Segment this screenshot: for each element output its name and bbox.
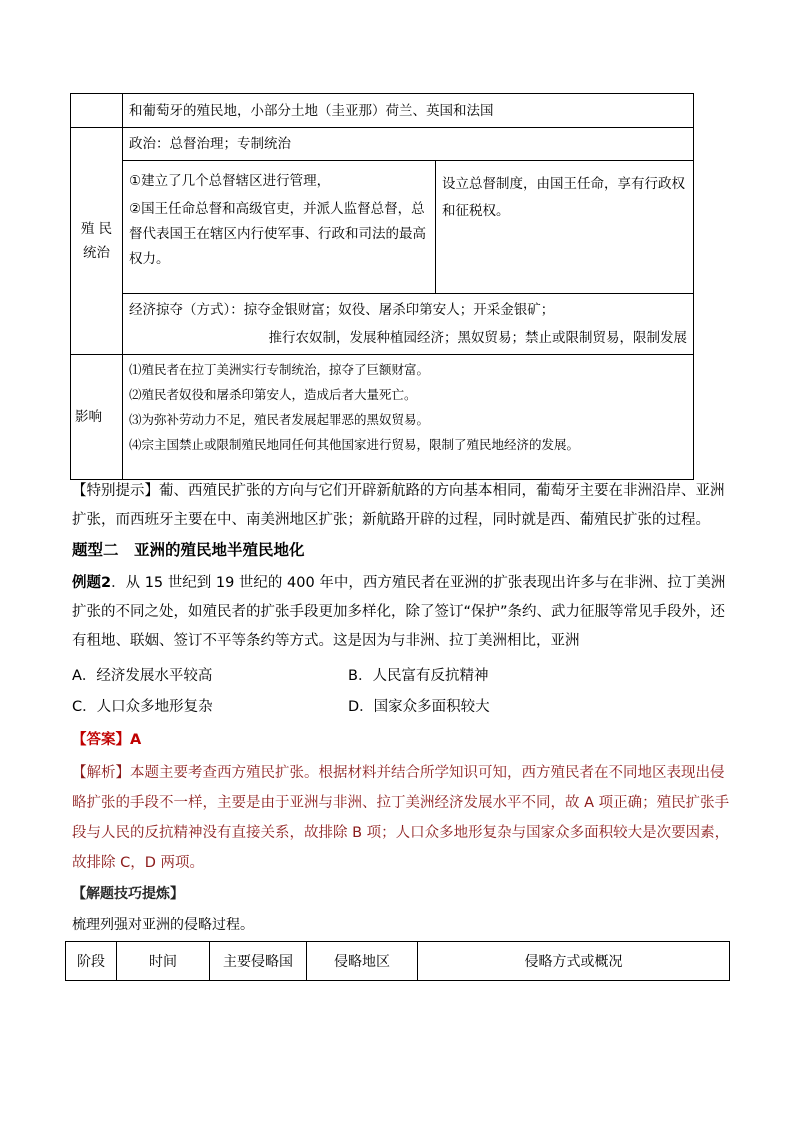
option-d: D．国家众多面积较大 [348, 699, 490, 715]
politics-left-item-1: ①建立了几个总督辖区进行管理， [129, 173, 331, 189]
header-main-invader: 主要侵略国 [210, 942, 307, 981]
header-stage: 阶段 [66, 942, 117, 981]
impact-label: 影响 [71, 355, 123, 480]
empty-label-cell [71, 94, 123, 128]
economy-line-1: 经济掠夺（方式）：掠夺金银财富；奴役、屠杀印第安人；开采金银矿； [129, 302, 555, 318]
asia-invasion-table [65, 941, 730, 981]
special-tip: 【特别提示】葡、西殖民扩张的方向与它们开辟新航路的方向基本相同，葡萄牙主要在非洲沿岸、亚洲扩张，而西班牙主要在中、南美洲地区扩张；新航路开辟的过程，同时就是西、葡殖民扩张的过程。 [72, 483, 725, 528]
answer: 【答案】A [72, 732, 142, 748]
header-invasion-method: 侵略方式或概况 [418, 942, 730, 981]
impact-item-3: ⑶为弥补劳动力不足，殖民者发展起罪恶的黑奴贸易。 [129, 412, 430, 427]
impact-item-2: ⑵殖民者奴役和屠杀印第安人，造成后者大量死亡。 [129, 387, 417, 402]
header-invaded-region: 侵略地区 [307, 942, 418, 981]
politics-left-item-2: ②国王任命总督和高级官吏，并派人监督总督，总督代表国王在辖区内行使军事、行政和司法的最高权力。 [129, 201, 426, 267]
impact-cell [123, 355, 694, 480]
politics-detail-left [123, 161, 436, 294]
economy-cell [123, 294, 694, 355]
colonial-rule-label-line1: 殖 民 [80, 221, 113, 237]
example-text: ．从 15 世纪到 19 世纪的 400 年中，西方殖民者在亚洲的扩张表现出许多与在非洲、拉丁美洲扩张的不同之处，如殖民者的扩张手段更加多样化，除了签订“保护”条约、武力征服等常见手段外，还有租地、联姻、签订不平等条约等方式。这是因为与非洲、拉丁美洲相比，亚洲 [72, 575, 726, 649]
example-label: 例题2 [72, 575, 112, 591]
option-a: A．经济发展水平较高 [72, 668, 213, 684]
impact-item-1: ⑴殖民者在拉丁美洲实行专制统治，掠夺了巨额财富。 [129, 362, 430, 377]
colony-overview-cell: 和葡萄牙的殖民地，小部分土地（圭亚那）荷兰、英国和法国 [123, 94, 694, 128]
impact-item-4: ⑷宗主国禁止或限制殖民地同任何其他国家进行贸易，限制了殖民地经济的发展。 [129, 437, 580, 452]
colonial-rule-label-line2: 统治 [83, 245, 110, 261]
header-time: 时间 [117, 942, 210, 981]
section-title: 题型二 亚洲的殖民地半殖民地化 [72, 540, 305, 559]
option-c: C．人口众多地形复杂 [72, 699, 213, 715]
politics-header-cell: 政治：总督治理；专制统治 [123, 128, 694, 161]
politics-detail-right: 设立总督制度，由国王任命，享有行政权和征税权。 [436, 161, 694, 294]
table-header-row [66, 942, 730, 981]
technique-title: 【解题技巧提炼】 [72, 886, 184, 902]
colonial-rule-label [71, 128, 123, 355]
analysis: 【解析】本题主要考查西方殖民扩张。根据材料并结合所学知识可知，西方殖民者在不同地区表现出侵略扩张的手段不一样，主要是由于亚洲与非洲、拉丁美洲经济发展水平不同，故 A 项正确；殖民扩张手段与人民的反抗精神没有直接关系，故排除 B 项；人口众多地形复杂与国家众多面积较大是次要因素，故排除 C，D 两项。 [72, 765, 730, 871]
colonial-rule-table [70, 93, 694, 480]
example-question [72, 569, 732, 656]
economy-line-2: 推行农奴制，发展种植园经济；黑奴贸易；禁止或限制贸易，限制发展 [268, 330, 687, 346]
technique-intro: 梳理列强对亚洲的侵略过程。 [72, 917, 254, 933]
option-b: B．人民富有反抗精神 [348, 668, 489, 684]
